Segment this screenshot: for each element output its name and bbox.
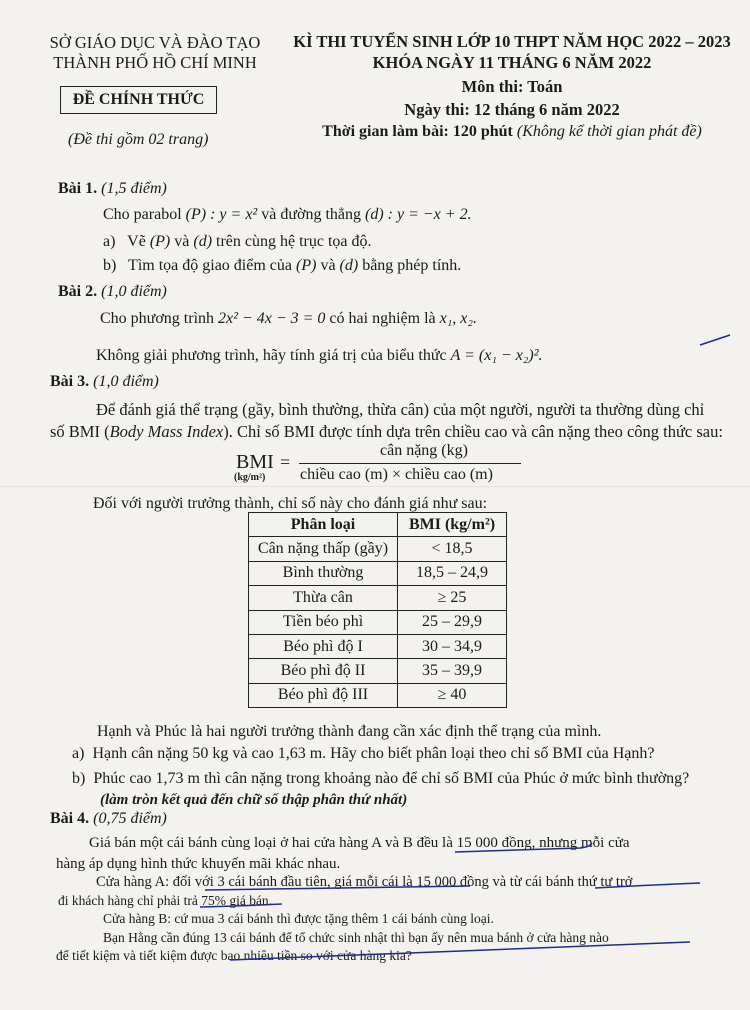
bai1-part-a: a) Vẽ (P) và (d) trên cùng hệ trục tọa độ. — [103, 233, 372, 250]
duration-text: Thời gian làm bài: 120 phút — [322, 123, 513, 140]
table-cell: 30 – 34,9 — [398, 634, 507, 658]
duration-note: (Không kể thời gian phát đề) — [516, 123, 702, 140]
bai1-b-text-2: và — [320, 257, 336, 274]
table-cell: Bình thường — [249, 561, 398, 585]
bai1-intro-b: và đường thẳng — [261, 206, 361, 223]
bai2-line2: Không giải phương trình, hãy tính giá trị của biểu thức A = (x₁ − x₂)². — [96, 347, 543, 364]
bai1-intro-a: Cho parabol — [103, 206, 182, 223]
bai1-points: (1,5 điểm) — [101, 180, 167, 197]
table-cell: ≥ 25 — [398, 586, 507, 610]
table-header-classification: Phân loại — [249, 513, 398, 537]
exam-title: KÌ THI TUYỂN SINH LỚP 10 THPT NĂM HỌC 2022 – 2023 — [293, 32, 731, 51]
bai3-b-label: b) — [72, 770, 86, 787]
bai4-line5: Cửa hàng B: cứ mua 3 cái bánh thì được tặng thêm 1 cái bánh cùng loại. — [103, 911, 494, 926]
table-cell: 18,5 – 24,9 — [398, 561, 507, 585]
ink-underline-5 — [230, 942, 690, 960]
bai2-line1-b: có hai nghiệm là — [329, 310, 436, 327]
table-cell: 35 – 39,9 — [398, 659, 507, 683]
bai3-a-text: Hạnh cân nặng 50 kg và cao 1,63 m. Hãy cho biết phân loại theo chỉ số BMI của Hạnh? — [92, 745, 655, 762]
ink-underline-3 — [595, 883, 700, 888]
bai4-line7: để tiết kiệm và tiết kiệm được bao nhiêu tiền so với cửa hàng kia? — [56, 948, 412, 963]
bai2-line2-text: Không giải phương trình, hãy tính giá trị của biểu thức — [96, 347, 447, 364]
bai3-p1-line1: Để đánh giá thể trạng (gầy, bình thường, thừa cân) của một người, người ta thường dùng chỉ — [96, 400, 705, 419]
bai1-b-label: b) — [103, 257, 117, 274]
table-cell: ≥ 40 — [398, 683, 507, 707]
bai3-rounding-note: (làm tròn kết quả đến chữ số thập phân thứ nhất) — [100, 792, 408, 808]
table-cell: Thừa cân — [249, 586, 398, 610]
bai3-b-text: Phúc cao 1,73 m thì cân nặng trong khoảng nào để chỉ số BMI của Phúc ở mức bình thường? — [93, 770, 690, 787]
formula-equals: = — [280, 452, 291, 472]
table-intro: Đối với người trưởng thành, chỉ số này cho đánh giá như sau: — [93, 495, 488, 512]
bai1-part-b: b) Tìm tọa độ giao điểm của (P) và (d) bằng phép tính. — [103, 257, 462, 274]
bai4-title: Bài 4. — [50, 810, 90, 827]
formula-lhs-unit: (kg/m²) — [234, 472, 266, 483]
bai1-b-text-3: bằng phép tính. — [362, 257, 462, 274]
bai3-after-table: Hạnh và Phúc là hai người trưởng thành đang cần xác định thể trạng của mình. — [97, 723, 602, 740]
bai2-line1: Cho phương trình 2x² − 4x − 3 = 0 có hai nghiệm là x₁, x₂. — [100, 310, 477, 327]
ink-mark — [700, 335, 730, 345]
bai4-line2: hàng áp dụng hình thức khuyến mãi khác nhau. — [56, 856, 341, 872]
formula-lhs: BMI — [236, 451, 274, 473]
bai1-a-text-3: trên cùng hệ trục tọa độ. — [216, 233, 372, 250]
bai4-line3: Cửa hàng A: đối với 3 cái bánh đầu tiên, giá mỗi cái là 15 000 đồng và từ cái bánh thứ tư trở — [96, 874, 633, 890]
formula-numerator: cân nặng (kg) — [380, 442, 468, 459]
exam-subject: Môn thi: Toán — [461, 77, 563, 96]
bai3-bmi-term: Body Mass Index — [109, 422, 224, 441]
bai2-points: (1,0 điểm) — [101, 283, 167, 300]
bai2-title: Bài 2. — [58, 283, 98, 300]
formula-denominator: chiều cao (m) × chiều cao (m) — [300, 466, 493, 483]
bai4-line4: đi khách hàng chỉ phải trả 75% giá bán. — [58, 893, 273, 908]
ink-underline-2 — [205, 886, 470, 890]
ink-underline-4 — [200, 904, 282, 907]
table-cell: Béo phì độ I — [249, 634, 398, 658]
bai4-line6: Bạn Hằng cần đúng 13 cái bánh để tổ chức sinh nhật thì bạn ấy nên mua bánh ở cửa hàng nào — [103, 930, 609, 945]
bai1-a-label: a) — [103, 233, 116, 250]
bai3-a-label: a) — [72, 745, 85, 762]
bai3-p1-line2-b: ). Chỉ số BMI được tính dựa trên chiều cao và cân nặng theo công thức sau: — [223, 422, 723, 441]
bai3-points: (1,0 điểm) — [93, 373, 159, 390]
bai3-p1-line2-a: số BMI ( — [50, 422, 110, 441]
bai1-intro: Cho parabol (P) : y = x² và đường thẳng (d) : y = −x + 2. — [103, 206, 472, 223]
bai2-line1-a: Cho phương trình — [100, 310, 215, 327]
department-name: SỞ GIÁO DỤC VÀ ĐÀO TẠO — [49, 33, 261, 52]
bai4-line1: Giá bán một cái bánh cùng loại ở hai cửa hàng A và B đều là 15 000 đồng, nhưng mỗi cửa — [89, 835, 630, 851]
city-name: THÀNH PHỐ HỒ CHÍ MINH — [53, 53, 257, 72]
table-cell: Cân nặng thấp (gầy) — [249, 537, 398, 561]
bai1-b-text-1: Tìm tọa độ giao điểm của — [128, 257, 292, 274]
ink-underline-1 — [455, 843, 592, 852]
table-cell: 25 – 29,9 — [398, 610, 507, 634]
exam-session: KHÓA NGÀY 11 THÁNG 6 NĂM 2022 — [372, 53, 652, 72]
table-header-bmi: BMI (kg/m²) — [398, 513, 507, 537]
bai1-title: Bài 1. — [58, 180, 98, 197]
exam-date: Ngày thi: 12 tháng 6 năm 2022 — [404, 100, 620, 119]
bai3-title: Bài 3. — [50, 373, 90, 390]
table-cell: Béo phì độ III — [249, 683, 398, 707]
bai4-points: (0,75 điểm) — [93, 810, 167, 827]
official-exam-box: ĐỀ CHÍNH THỨC — [60, 86, 217, 114]
table-cell: Béo phì độ II — [249, 659, 398, 683]
table-cell: Tiền béo phì — [249, 610, 398, 634]
bai1-a-text-1: Vẽ — [127, 233, 146, 250]
bai1-a-text-2: và — [174, 233, 190, 250]
table-cell: < 18,5 — [398, 537, 507, 561]
pages-note: (Đề thi gồm 02 trang) — [68, 131, 209, 148]
